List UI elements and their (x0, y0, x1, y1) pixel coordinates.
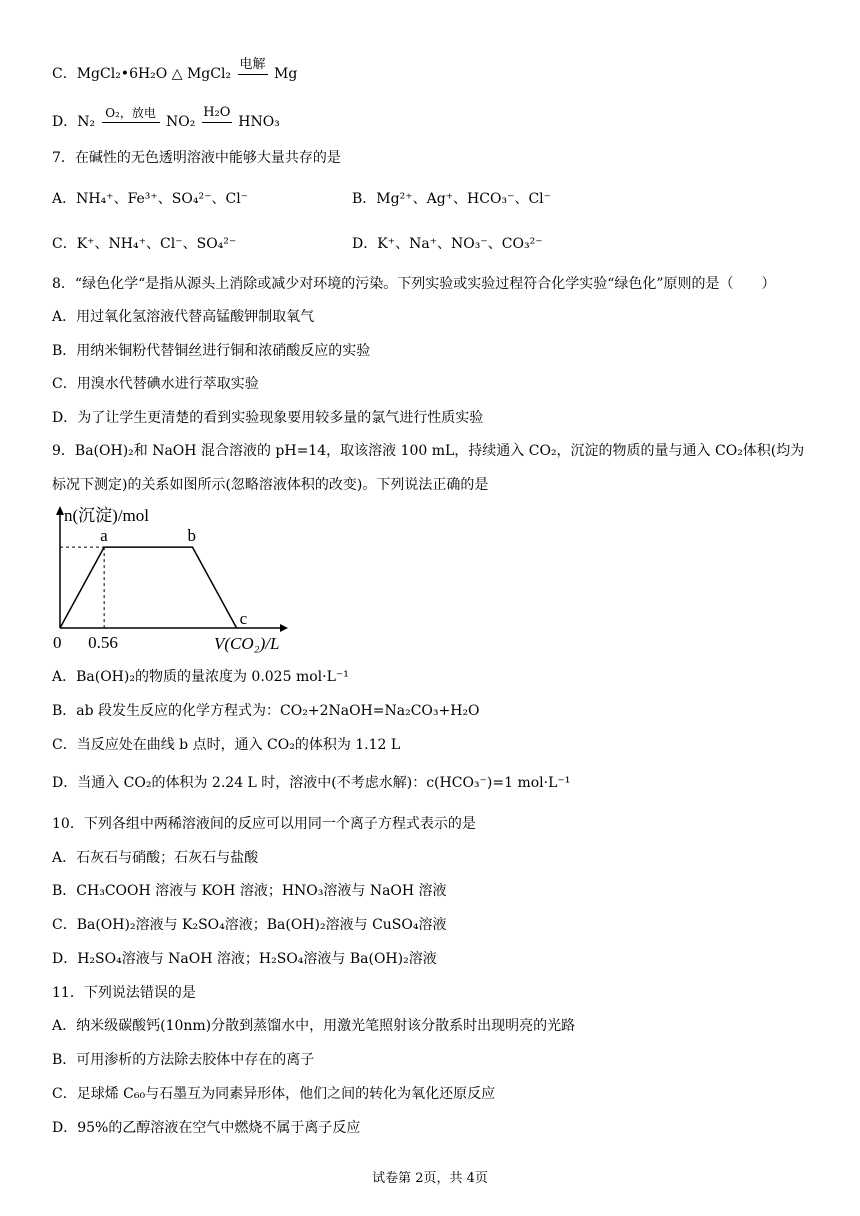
question-11: 11．下列说法错误的是 (52, 985, 196, 1001)
question-9-line1: 9．Ba(OH)₂和 NaOH 混合溶液的 pH=14，取该溶液 100 mL，持续通入 CO₂，沉淀的物质的量与通入 CO₂体积(均为 (52, 443, 805, 459)
h2o-label: H₂O (203, 105, 231, 120)
x-tick-label: 0.56 (88, 633, 118, 652)
y-axis-label: n(沉淀)/mol (64, 506, 149, 525)
heat-symbol: △ (171, 66, 183, 82)
option-8d: D．为了让学生更清楚的看到实验现象要用较多量的氯气进行性质实验 (52, 410, 484, 426)
option-11c: C．足球烯 C₆₀与石墨互为同素异形体，他们之间的转化为氧化还原反应 (52, 1086, 496, 1102)
option-6c-reactant: C．MgCl₂•6H₂O (52, 66, 168, 82)
question-9-line2: 标况下测定)的关系如图所示(忽略溶液体积的改变)。下列说法正确的是 (52, 477, 489, 493)
option-7c: C．K⁺、NH₄⁺、Cl⁻、SO₄²⁻ (52, 236, 237, 252)
option-11b: B．可用渗析的方法除去胶体中存在的离子 (52, 1052, 315, 1068)
option-10c: C．Ba(OH)₂溶液与 K₂SO₄溶液；Ba(OH)₂溶液与 CuSO₄溶液 (52, 917, 447, 933)
question-8: 8．“绿色化学“是指从源头上消除或减少对环境的污染。下列实验或实验过程符合化学实验“绿色化”原则的是（ ） (52, 276, 776, 292)
option-6c (52, 57, 298, 84)
x-axis-label: V(CO₂)/L (214, 634, 280, 653)
option-8c: C．用溴水代替碘水进行萃取实验 (52, 376, 259, 392)
h2o-arrow (200, 105, 234, 132)
option-6c-product: Mg (273, 66, 298, 82)
option-9c: C．当反应处在曲线 b 点时，通入 CO₂的体积为 1.12 L (52, 737, 401, 753)
question-10: 10．下列各组中两稀溶液间的反应可以用同一个离子方程式表示的是 (52, 816, 476, 832)
option-6c-intermediate: MgCl₂ (186, 66, 232, 82)
option-7d: D．K⁺、Na⁺、NO₃⁻、CO₃²⁻ (352, 236, 543, 252)
option-6d (52, 105, 280, 132)
electrolysis-label: 电解 (239, 57, 266, 72)
option-7b: B．Mg²⁺、Ag⁺、HCO₃⁻、Cl⁻ (352, 191, 552, 207)
point-label-b: b (187, 526, 196, 546)
origin-label: 0 (53, 633, 62, 652)
precipitate-chart (48, 503, 298, 658)
page-footer: 试卷第 2页，共 4页 (372, 1171, 488, 1186)
option-8a: A．用过氧化氢溶液代替高锰酸钾制取氧气 (52, 309, 315, 325)
option-11a: A．纳米级碳酸钙(10nm)分散到蒸馏水中，用激光笔照射该分散系时出现明亮的光路 (52, 1018, 576, 1034)
option-6d-product: HNO₃ (238, 114, 280, 130)
electrolysis-arrow (236, 57, 270, 84)
option-10a: A．石灰石与硝酸；石灰石与盐酸 (52, 850, 259, 866)
option-10d: D．H₂SO₄溶液与 NaOH 溶液；H₂SO₄溶液与 Ba(OH)₂溶液 (52, 951, 437, 967)
o2-arrow (100, 106, 162, 132)
question-7: 7．在碱性的无色透明溶液中能够大量共存的是 (52, 150, 341, 166)
point-label-c: c (239, 609, 248, 628)
option-8b: B．用纳米铜粉代替铜丝进行铜和浓硝酸反应的实验 (52, 343, 371, 359)
o2-discharge-label: O₂，放电 (105, 106, 156, 120)
x-axis-arrow (280, 624, 288, 632)
precipitate-curve (60, 547, 237, 628)
y-axis-arrow (56, 506, 64, 515)
option-10b: B．CH₃COOH 溶液与 KOH 溶液；HNO₃溶液与 NaOH 溶液 (52, 883, 447, 899)
option-9d: D．当通入 CO₂的体积为 2.24 L 时，溶液中(不考虑水解)：c(HCO₃⁻)=1 mol·L⁻¹ (52, 775, 571, 791)
option-11d: D．95%的乙醇溶液在空气中燃烧不属于离子反应 (52, 1120, 361, 1136)
option-7a: A．NH₄⁺、Fe³⁺、SO₄²⁻、Cl⁻ (52, 191, 249, 207)
option-9a: A．Ba(OH)₂的物质的量浓度为 0.025 mol·L⁻¹ (52, 669, 349, 685)
option-9b: B．ab 段发生反应的化学方程式为：CO₂+2NaOH=Na₂CO₃+H₂O (52, 703, 480, 719)
option-6d-reactant: D．N₂ (52, 114, 96, 130)
point-label-a: a (100, 526, 108, 546)
option-6d-intermediate: NO₂ (166, 114, 196, 130)
